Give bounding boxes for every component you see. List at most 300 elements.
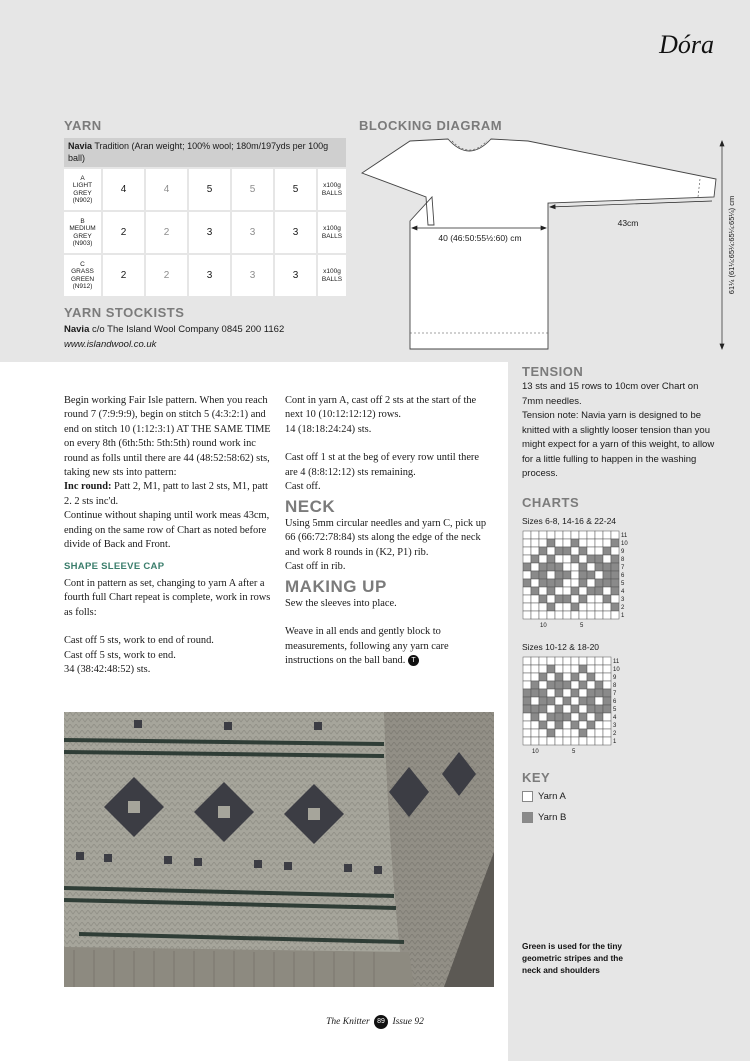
chart-1 <box>522 530 642 630</box>
chart-cell <box>595 721 603 729</box>
chart-cell <box>595 681 603 689</box>
chart-cell <box>579 729 587 737</box>
paragraph: 34 (38:42:48:52) sts. <box>64 663 151 675</box>
chart-cell <box>603 595 611 603</box>
chart-cell <box>547 657 555 665</box>
chart-cell <box>547 579 555 587</box>
chart-cell <box>595 547 603 555</box>
chart-cell <box>547 539 555 547</box>
chart-cell <box>547 673 555 681</box>
sweater-photo-image <box>64 712 494 987</box>
chart-cell <box>579 563 587 571</box>
key-heading: KEY <box>522 770 551 785</box>
chart-cell <box>539 571 547 579</box>
shape-sleeve-cap-heading: SHAPE SLEEVE CAP <box>64 561 165 573</box>
chart-cell <box>555 595 563 603</box>
yarn-unit: x100g BALLS <box>318 255 346 296</box>
chart-cell <box>603 657 611 665</box>
chart-row-number: 2 <box>613 731 617 737</box>
chart-cell <box>531 587 539 595</box>
chart-cell <box>539 555 547 563</box>
chart-2 <box>522 656 632 756</box>
chart-cell <box>555 697 563 705</box>
yarn-quantity: 4 <box>103 169 144 210</box>
chart-cell <box>579 673 587 681</box>
yarn-quantity: 4 <box>146 169 187 210</box>
chart-cell <box>547 595 555 603</box>
chart-cell <box>523 713 531 721</box>
chart-1-label: Sizes 6-8, 14-16 & 22-24 <box>522 516 617 526</box>
chart-cell <box>603 713 611 721</box>
chart-row-number: 7 <box>621 565 625 571</box>
end-mark-icon: T <box>408 655 419 666</box>
chart-cell <box>571 697 579 705</box>
chart-column-number: 10 <box>532 749 539 755</box>
chart-cell <box>531 603 539 611</box>
chart-cell <box>563 579 571 587</box>
chart-cell <box>571 579 579 587</box>
chart-cell <box>547 547 555 555</box>
yarn-row <box>64 255 346 296</box>
paragraph: Cast off in rib. <box>285 561 346 573</box>
chart-cell <box>595 713 603 721</box>
chart-cell <box>539 595 547 603</box>
chart-cell <box>539 705 547 713</box>
chart-cell <box>555 737 563 745</box>
chart-cell <box>563 673 571 681</box>
chart-cell <box>523 531 531 539</box>
green-note: Green is used for the tiny geometric stripes and the neck and shoulders <box>522 941 623 975</box>
chart-cell <box>603 563 611 571</box>
chart-cell <box>571 673 579 681</box>
chart-cell <box>539 665 547 673</box>
chart-cell <box>547 571 555 579</box>
chart-row-number: 1 <box>613 739 617 745</box>
chart-cell <box>587 657 595 665</box>
chart-cell <box>603 721 611 729</box>
chart-cell <box>571 603 579 611</box>
chart-cell <box>579 611 587 619</box>
chart-cell <box>555 689 563 697</box>
chart-cell <box>531 673 539 681</box>
chart-cell <box>539 547 547 555</box>
chart-cell <box>563 721 571 729</box>
neck-heading: NECK <box>285 497 336 517</box>
chart-column-number: 5 <box>580 623 584 629</box>
chart-cell <box>539 611 547 619</box>
chart-cell <box>571 587 579 595</box>
chart-cell <box>603 555 611 563</box>
chart-cell <box>571 737 579 745</box>
chart-cell <box>595 665 603 673</box>
chart-cell <box>603 539 611 547</box>
chart-cell <box>595 603 603 611</box>
chart-cell <box>587 579 595 587</box>
chart-cell <box>523 587 531 595</box>
charts-heading: CHARTS <box>522 495 580 510</box>
chart-row-number: 9 <box>613 675 617 681</box>
chart-row-number: 3 <box>621 597 625 603</box>
chart-cell <box>587 713 595 721</box>
chart-cell <box>547 603 555 611</box>
chart-row-number: 6 <box>613 699 617 705</box>
making-up-heading: MAKING UP <box>285 577 387 597</box>
chart-cell <box>555 571 563 579</box>
chart-cell <box>539 721 547 729</box>
chart-cell <box>555 563 563 571</box>
chart-cell <box>531 721 539 729</box>
chart-cell <box>579 595 587 603</box>
chart-cell <box>555 611 563 619</box>
chart-cell <box>555 531 563 539</box>
chart-cell <box>531 665 539 673</box>
chart-cell <box>579 539 587 547</box>
chart-cell <box>595 729 603 737</box>
chart-row-number: 5 <box>621 581 625 587</box>
chart-cell <box>603 689 611 697</box>
paragraph: Cont in yarn A, cast off 2 sts at the start of the next 10 (10:12:12:12) rows. <box>285 395 477 421</box>
yarn-quantity: 3 <box>275 212 316 253</box>
chart-cell <box>523 611 531 619</box>
chart-cell <box>603 603 611 611</box>
page-number: 89 <box>374 1015 388 1029</box>
paragraph: Sew the sleeves into place. <box>285 597 397 609</box>
chart-cell <box>595 539 603 547</box>
chart-cell <box>611 547 619 555</box>
chart-cell <box>539 737 547 745</box>
chart-cell <box>603 673 611 681</box>
chart-cell <box>587 531 595 539</box>
instructions-column-1 <box>64 394 272 677</box>
yarn-quantity: 3 <box>232 212 273 253</box>
chart-cell <box>539 673 547 681</box>
chart-cell <box>555 579 563 587</box>
chart-cell <box>547 587 555 595</box>
chart-cell <box>531 681 539 689</box>
chart-row-number: 11 <box>613 659 620 665</box>
chart-cell <box>531 705 539 713</box>
chart-cell <box>531 571 539 579</box>
chart-cell <box>547 737 555 745</box>
chart-cell <box>531 611 539 619</box>
chart-cell <box>579 665 587 673</box>
paragraph: Cast off 1 st at the beg of every row until there are 4 (8:8:12:12) sts remaining. <box>285 452 480 478</box>
chart-cell <box>587 555 595 563</box>
chart-cell <box>587 681 595 689</box>
stockists-info: Navia c/o The Island Wool Company 0845 200 1162 www.islandwool.co.uk <box>64 324 285 350</box>
chart-cell <box>531 563 539 571</box>
chart-cell <box>595 689 603 697</box>
yarn-table-header: Navia Tradition (Aran weight; 100% wool; 180m/197yds per 100g ball) <box>64 138 346 167</box>
chart-cell <box>603 579 611 587</box>
chart-cell <box>579 737 587 745</box>
chart-cell <box>595 705 603 713</box>
chart-cell <box>563 531 571 539</box>
chart-cell <box>595 563 603 571</box>
yarn-quantity: 5 <box>189 169 230 210</box>
chart-cell <box>523 657 531 665</box>
chart-cell <box>579 681 587 689</box>
chart-cell <box>539 689 547 697</box>
chart-cell <box>579 579 587 587</box>
chart-cell <box>547 665 555 673</box>
chart-cell <box>579 555 587 563</box>
width-label: 40 (46:50:55½:60) cm <box>438 233 522 243</box>
yarn-b-swatch <box>522 812 533 823</box>
paragraph: Using 5mm circular needles and yarn C, pick up 66 (66:72:78:84) sts along the edge of the neck and work 8 rounds in (K2, P1) rib. <box>285 517 487 558</box>
chart-row-number: 3 <box>613 723 617 729</box>
stockists-heading: YARN STOCKISTS <box>64 305 185 320</box>
chart-cell <box>587 547 595 555</box>
diagram-heading: BLOCKING DIAGRAM <box>359 118 503 133</box>
yarn-quantity: 2 <box>146 212 187 253</box>
sweater-photo <box>64 712 494 987</box>
tension-text: 13 sts and 15 rows to 10cm over Chart on 7mm needles. Tension note: Navia yarn is designed to be knitted with a slightly looser tension than you might expect for a yarn of this weight, to allow for a little fulling to happen in the washing process. <box>522 381 715 479</box>
chart-cell <box>563 603 571 611</box>
chart-cell <box>587 563 595 571</box>
chart-cell <box>523 547 531 555</box>
sweater-outline <box>362 139 716 349</box>
length-arrow-head-bottom <box>720 344 724 349</box>
yarn-colour-label: B MEDIUM GREY (N903) <box>64 212 101 253</box>
chart-cell <box>555 665 563 673</box>
chart-cell <box>539 681 547 689</box>
chart-cell <box>539 563 547 571</box>
chart-cell <box>531 547 539 555</box>
yarn-quantity: 2 <box>103 255 144 296</box>
paragraph: Cast off 5 sts, work to end. <box>64 649 176 661</box>
chart-cell <box>531 737 539 745</box>
chart-cell <box>571 563 579 571</box>
chart-cell <box>571 721 579 729</box>
chart-cell <box>571 547 579 555</box>
chart-cell <box>603 737 611 745</box>
chart-cell <box>531 539 539 547</box>
chart-cell <box>603 705 611 713</box>
paragraph: Begin working Fair Isle pattern. When you reach round 7 (7:9:9:9), begin on stitch 5 (4:3:2:1) and end on stitch 10 (1:12:3:1) AT THE SAME TIME on every 8th (6th:5th: 5th:5th) round work inc round as folls until there are 44 (48:52:58:62) sts, taking new sts into pattern: <box>64 395 271 479</box>
chart-cell <box>563 665 571 673</box>
chart-cell <box>555 713 563 721</box>
key-item-yarn-a: Yarn A <box>522 791 566 802</box>
chart-cell <box>603 571 611 579</box>
chart-cell <box>611 579 619 587</box>
paragraph: 14 (18:18:24:24) sts. <box>285 423 372 435</box>
chart-row-number: 4 <box>621 589 625 595</box>
chart-row-number: 9 <box>621 549 625 555</box>
chart-cell <box>563 571 571 579</box>
chart-cell <box>531 595 539 603</box>
chart-cell <box>571 657 579 665</box>
page-footer: The Knitter 89 Issue 92 <box>0 1015 750 1029</box>
chart-cell <box>579 571 587 579</box>
chart-cell <box>571 713 579 721</box>
chart-cell <box>523 697 531 705</box>
chart-cell <box>539 657 547 665</box>
chart-cell <box>563 729 571 737</box>
chart-cell <box>555 673 563 681</box>
chart-row-number: 10 <box>613 667 620 673</box>
chart-cell <box>531 697 539 705</box>
chart-cell <box>563 595 571 603</box>
chart-cell <box>579 587 587 595</box>
chart-cell <box>523 595 531 603</box>
chart-cell <box>587 689 595 697</box>
chart-cell <box>523 721 531 729</box>
chart-cell <box>563 555 571 563</box>
yarn-quantity: 5 <box>232 169 273 210</box>
length-arrow-head-top <box>720 141 724 146</box>
chart-2-label: Sizes 10-12 & 18-20 <box>522 642 600 652</box>
chart-row-number: 7 <box>613 691 617 697</box>
chart-cell <box>603 587 611 595</box>
instructions-column-2 <box>285 394 487 669</box>
chart-cell <box>579 697 587 705</box>
chart-cell <box>531 713 539 721</box>
chart-cell <box>563 547 571 555</box>
chart-cell <box>611 595 619 603</box>
yarn-quantity: 3 <box>232 255 273 296</box>
chart-cell <box>563 713 571 721</box>
chart-row-number: 4 <box>613 715 617 721</box>
chart-cell <box>603 547 611 555</box>
chart-cell <box>595 673 603 681</box>
chart-cell <box>587 571 595 579</box>
tension-heading: TENSION <box>522 364 584 379</box>
chart-cell <box>563 563 571 571</box>
chart-cell <box>595 531 603 539</box>
chart-cell <box>595 555 603 563</box>
chart-cell <box>563 737 571 745</box>
chart-cell <box>595 697 603 705</box>
yarn-colour-label: A LIGHT GREY (N902) <box>64 169 101 210</box>
chart-cell <box>571 729 579 737</box>
chart-cell <box>563 681 571 689</box>
paragraph: Inc round: Patt 2, M1, patt to last 2 sts, M1, patt 2. 2 sts inc'd. <box>64 481 268 507</box>
chart-column-number: 10 <box>540 623 547 629</box>
chart-cell <box>579 547 587 555</box>
chart-cell <box>579 689 587 697</box>
chart-cell <box>611 563 619 571</box>
chart-cell <box>587 697 595 705</box>
chart-cell <box>555 539 563 547</box>
chart-cell <box>611 555 619 563</box>
chart-row-number: 10 <box>621 541 628 547</box>
chart-cell <box>563 697 571 705</box>
blocking-diagram <box>358 133 750 358</box>
chart-cell <box>611 603 619 611</box>
chart-cell <box>611 611 619 619</box>
chart-cell <box>563 705 571 713</box>
yarn-quantity: 2 <box>146 255 187 296</box>
length-label: 61¼ (61¼:65¼:65¼:65¼) cm <box>727 195 736 295</box>
chart-row-number: 8 <box>613 683 617 689</box>
chart-cell <box>579 603 587 611</box>
chart-cell <box>523 571 531 579</box>
yarn-quantity: 5 <box>275 169 316 210</box>
chart-cell <box>555 721 563 729</box>
yarn-unit: x100g BALLS <box>318 212 346 253</box>
chart-cell <box>587 737 595 745</box>
chart-cell <box>579 531 587 539</box>
chart-cell <box>531 555 539 563</box>
chart-cell <box>539 697 547 705</box>
chart-cell <box>523 729 531 737</box>
chart-cell <box>563 611 571 619</box>
chart-cell <box>563 587 571 595</box>
chart-cell <box>547 697 555 705</box>
chart-cell <box>555 555 563 563</box>
chart-cell <box>555 547 563 555</box>
chart-cell <box>571 665 579 673</box>
chart-cell <box>571 539 579 547</box>
chart-cell <box>603 681 611 689</box>
chart-cell <box>523 737 531 745</box>
chart-cell <box>523 681 531 689</box>
stockist-url[interactable]: www.islandwool.co.uk <box>64 339 157 350</box>
chart-cell <box>523 539 531 547</box>
chart-cell <box>587 603 595 611</box>
chart-column-number: 5 <box>572 749 576 755</box>
chart-cell <box>523 579 531 587</box>
chart-cell <box>587 705 595 713</box>
chart-cell <box>539 603 547 611</box>
chart-cell <box>611 539 619 547</box>
chart-cell <box>587 729 595 737</box>
chart-cell <box>555 681 563 689</box>
chart-cell <box>523 563 531 571</box>
sleeve-arrow-head <box>550 205 555 209</box>
yarn-table <box>64 138 346 296</box>
chart-cell <box>595 587 603 595</box>
chart-cell <box>571 689 579 697</box>
chart-cell <box>547 555 555 563</box>
chart-cell <box>603 531 611 539</box>
chart-cell <box>547 689 555 697</box>
yarn-a-swatch <box>522 791 533 802</box>
chart-cell <box>523 689 531 697</box>
chart-cell <box>603 665 611 673</box>
chart-cell <box>555 657 563 665</box>
chart-cell <box>587 539 595 547</box>
chart-cell <box>587 721 595 729</box>
chart-cell <box>547 729 555 737</box>
yarn-quantity: 3 <box>275 255 316 296</box>
chart-row-number: 2 <box>621 605 625 611</box>
chart-cell <box>563 539 571 547</box>
chart-cell <box>539 729 547 737</box>
chart-cell <box>571 571 579 579</box>
chart-cell <box>571 595 579 603</box>
chart-cell <box>555 729 563 737</box>
chart-cell <box>595 657 603 665</box>
yarn-unit: x100g BALLS <box>318 169 346 210</box>
yarn-quantity: 3 <box>189 255 230 296</box>
chart-cell <box>523 673 531 681</box>
chart-cell <box>611 571 619 579</box>
chart-cell <box>531 531 539 539</box>
chart-cell <box>587 595 595 603</box>
yarn-quantity: 3 <box>189 212 230 253</box>
chart-cell <box>547 611 555 619</box>
chart-cell <box>579 713 587 721</box>
chart-cell <box>523 665 531 673</box>
chart-cell <box>547 713 555 721</box>
chart-cell <box>539 531 547 539</box>
chart-cell <box>539 587 547 595</box>
yarn-colour-label: C GRASS GREEN (N912) <box>64 255 101 296</box>
chart-cell <box>579 721 587 729</box>
chart-cell <box>595 737 603 745</box>
